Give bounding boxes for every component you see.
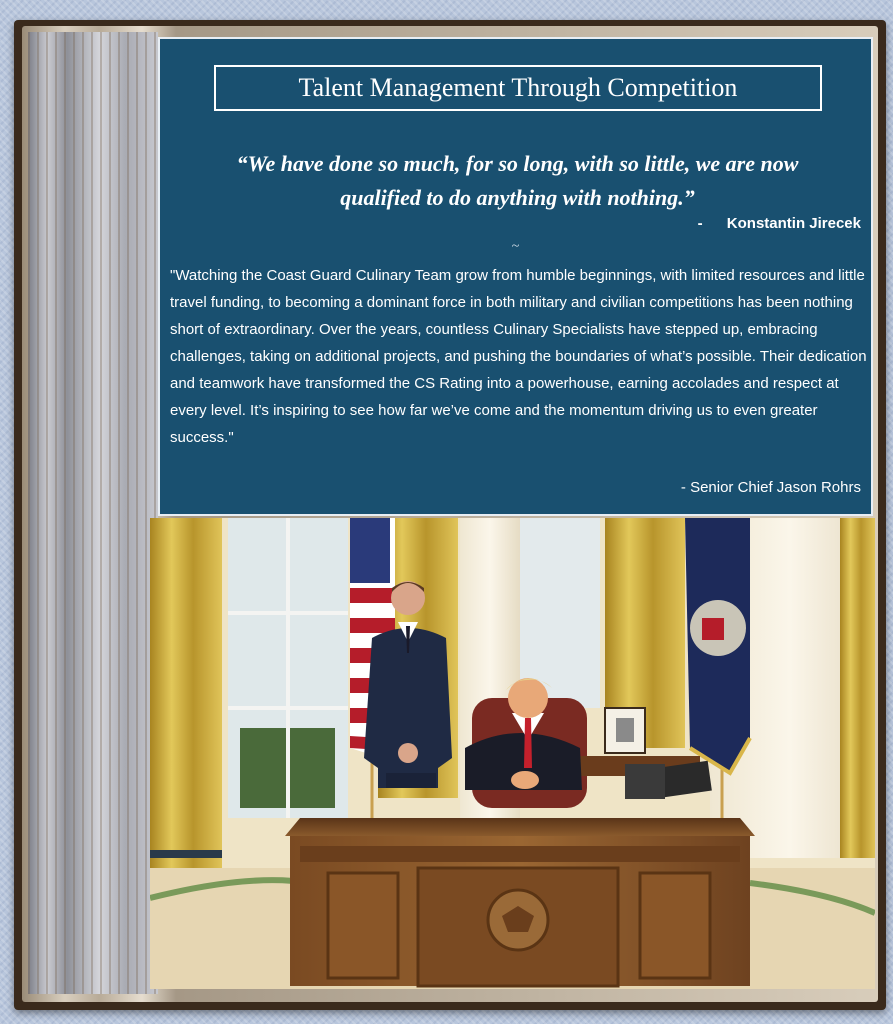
testimonial-text: "Watching the Coast Guard Culinary Team grow from humble beginnings, with limited resources and little travel funding, to becoming a dominant force in both military and civilian competitions has been nothing short of extraordinary. Over the years, countless Culinary Specialists have stepped up, embracing challenges, taking on additional projects, and pushing the boundaries of what’s possible. Their dedication and teamwork have transformed the CS Rating into a powerhouse, earning accolades and respect at every level. It’s inspiring to see how far we’ve come and the momentum driving us to even greater success.": [170, 267, 867, 446]
testimonial-author: - Senior Chief Jason Rohrs: [680, 479, 861, 496]
oval-office-photo: [150, 518, 875, 989]
curtain-left: [150, 518, 222, 868]
quote-attribution: [698, 215, 861, 232]
quote-author: Konstantin Jirecek: [726, 215, 861, 232]
page-title: Talent Management Through Competition: [214, 65, 822, 111]
quote-line-2: qualified to do anything with nothing.”: [340, 185, 695, 210]
book-page-edges: [28, 32, 158, 994]
quote-line-1: “We have done so much, for so long, with so little, we are now: [236, 151, 799, 176]
quote-panel: [158, 37, 873, 516]
presidential-flag: [685, 518, 750, 773]
separator: ~: [511, 239, 520, 254]
resolute-desk: [285, 818, 755, 986]
attribution-dash: -: [697, 215, 703, 232]
featured-quote: [180, 147, 855, 215]
